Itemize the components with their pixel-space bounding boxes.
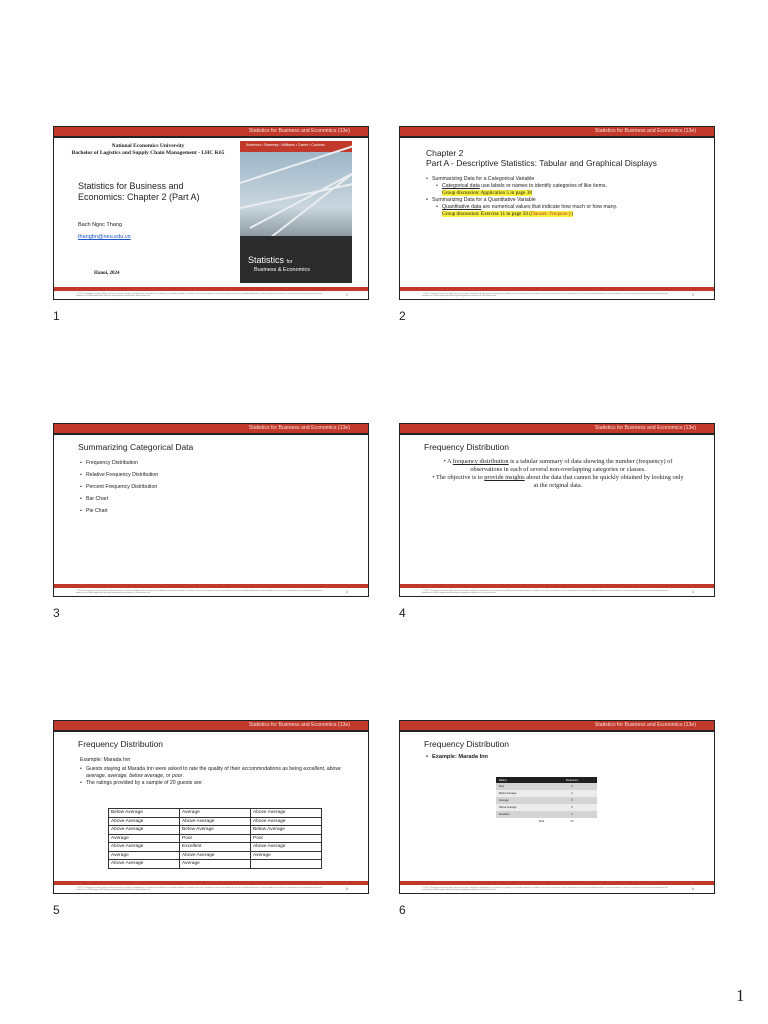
header-text: Statistics for Business and Economics (13e): [248, 722, 350, 728]
definition-paragraph: • A frequency distribution is a tabular summary of data showing the number (frequency) of observations in each of several non-overlapping categories or classes.: [443, 458, 673, 473]
rating-cell: Average: [251, 851, 322, 860]
rating-cell: Below Average: [180, 826, 251, 835]
cover-subtitle: Business & Economics: [254, 267, 310, 273]
rating-cell: Poor: [496, 783, 547, 790]
objective-paragraph: • The objective is to provide insights about the data that cannot be quickly obtained by looking only at the original data.: [432, 474, 684, 489]
copyright-text: © 2017 Cengage Learning. May not be scanned, copied or duplicated, or posted to a publicly accessible website, in whole or in part, except for use as permitted in a license distributed with a certain product or service or otherwise on a password-protected website or school-approved learning management system for classroom use.: [422, 589, 668, 595]
rating-cell: Average: [109, 834, 180, 843]
header-text: Statistics for Business and Economics (13e): [594, 722, 696, 728]
rating-cell: Above Average: [251, 843, 322, 852]
topic-list: [80, 457, 340, 517]
topic-item: • Relative Frequency Distribution: [80, 469, 340, 481]
table-row: [496, 783, 597, 790]
bullet-quantitative-def: • Quantitative data are numerical values that indicate how much or how many.: [426, 204, 706, 211]
rating-cell: Below Average: [251, 826, 322, 835]
program-name: Bachelor of Logistics and Supply Chain Management - LHC K65: [71, 150, 225, 156]
slide-label-4: 4: [399, 606, 406, 620]
table-row: [109, 834, 322, 843]
table-row: [496, 804, 597, 811]
example-label: Example: Marada Inn: [80, 757, 131, 763]
column-header: Rating: [496, 777, 547, 783]
header-text: Statistics for Business and Economics (13e): [248, 128, 350, 134]
bullet-categorical-def: • Categorical data use labels or names to identify categories of like items.: [426, 183, 706, 190]
slide-header-bar: [400, 127, 714, 138]
rating-cell: Above Average: [109, 843, 180, 852]
topic-item: • Frequency Distribution: [80, 457, 340, 469]
total-row: [496, 818, 597, 825]
slide-5: [53, 720, 369, 894]
rating-cell: Average: [180, 809, 251, 818]
table-row: [109, 860, 322, 869]
date-place: Hanoi, 2024: [94, 271, 120, 276]
slide-number: 4: [692, 590, 694, 594]
cover-for: for: [286, 259, 293, 265]
topic-item: • Pie Chart: [80, 505, 340, 517]
topic-item: • Bar Chart: [80, 493, 340, 505]
rating-cell: Above Average: [251, 809, 322, 818]
frequency-cell: 9: [547, 804, 597, 811]
slide-subtitle: Part A - Descriptive Statistics: Tabular and Graphical Displays: [426, 158, 657, 168]
rating-cell: Above Average: [109, 826, 180, 835]
frequency-cell: 3: [547, 790, 597, 797]
copyright-text: © 2017 Cengage Learning. May not be scanned, copied or duplicated, or posted to a publicly accessible website, in whole or in part, except for use as permitted in a license distributed with a certain product or service or otherwise on a password-protected website or school-approved learning management system for classroom use.: [422, 886, 668, 892]
slide-footer: [54, 287, 368, 299]
ratings-table: [108, 808, 322, 869]
rating-cell: Above Average: [251, 817, 322, 826]
rating-cell: Below Average: [109, 809, 180, 818]
rating-cell: Above Average: [180, 817, 251, 826]
rating-cell: Above Average: [180, 851, 251, 860]
group-discussion-1: Group discussion: Application 5 in page 38: [442, 190, 532, 196]
rating-cell: Average: [496, 797, 547, 804]
copyright-text: © 2017 Cengage Learning. May not be scanned, copied or duplicated, or posted to a publicly accessible website, in whole or in part, except for use as permitted in a license distributed with a certain product or service or otherwise on a password-protected website or school-approved learning management system for classroom use.: [76, 886, 322, 892]
cover-authors: Anderson • Sweeney • Williams • Camm • Cochran: [246, 143, 325, 147]
frequency-cell: 1: [547, 811, 597, 818]
slide-number: 3: [346, 590, 348, 594]
university-name: National Economics University: [111, 143, 185, 149]
slide-footer: [400, 584, 714, 596]
copyright-text: © 2017 Cengage Learning. May not be scanned, copied or duplicated, or posted to a publicly accessible website, in whole or in part, except for use as permitted in a license distributed with a certain product or service or otherwise on a password-protected website or school-approved learning management system for classroom use.: [422, 292, 668, 298]
slide-number: 1: [346, 293, 348, 297]
header-text: Statistics for Business and Economics (13e): [248, 425, 350, 431]
topic-item: • Percent Frequency Distribution: [80, 481, 340, 493]
slide-header-bar: [54, 127, 368, 138]
rating-cell: Excellent: [496, 811, 547, 818]
rating-cell: Above Average: [496, 804, 547, 811]
bullet-quantitative: • Summarizing Data for a Quantitative Variable: [426, 197, 706, 204]
sample-description: • The ratings provided by a sample of 20 guests are:: [80, 780, 350, 787]
slide-title: Summarizing Categorical Data: [78, 442, 194, 452]
slide-title: Frequency Distribution: [424, 442, 510, 452]
rating-cell: Above Average: [109, 817, 180, 826]
group-discussion-2: Group discussion: Exercise 11 in page 50 (Dataset: Frequency): [442, 211, 573, 217]
example-label: • Example: Marada Inn: [426, 754, 626, 761]
copyright-text: © 2017 Cengage Learning. May not be scanned, copied or duplicated, or posted to a publicly accessible website, in whole or in part, except for use as permitted in a license distributed with a certain product or service or otherwise on a password-protected website or school-approved learning management system for classroom use.: [76, 589, 322, 595]
slide-number: 2: [692, 293, 694, 297]
slide-label-2: 2: [399, 309, 406, 323]
slide-number: 6: [692, 887, 694, 891]
slide-4: [399, 423, 715, 597]
rating-cell: Above Average: [109, 860, 180, 869]
total-label: Total: [538, 820, 544, 823]
total-value: 20: [570, 820, 574, 823]
table-row: [496, 790, 597, 797]
slide-header-bar: [54, 721, 368, 732]
header-text: Statistics for Business and Economics (13e): [594, 425, 696, 431]
slide-6: [399, 720, 715, 894]
frequency-cell: 5: [547, 797, 597, 804]
slide-number: 5: [346, 887, 348, 891]
rating-cell: Average: [109, 851, 180, 860]
slide-title: Frequency Distribution: [424, 739, 510, 749]
slide-title: Chapter 2: [426, 148, 464, 158]
slide-header-bar: [400, 721, 714, 732]
table-row: [109, 809, 322, 818]
header-text: Statistics for Business and Economics (13e): [594, 128, 696, 134]
rating-cell: Poor: [251, 834, 322, 843]
rating-cell: Below Average: [496, 790, 547, 797]
table-row: [109, 851, 322, 860]
column-header: Frequency: [547, 777, 597, 783]
page-number: 1: [736, 986, 745, 1005]
slide-label-6: 6: [399, 903, 406, 917]
cover-title: Statistics: [248, 255, 285, 265]
slide-3: [53, 423, 369, 597]
slide-label-1: 1: [53, 309, 60, 323]
rating-cell: Average: [180, 860, 251, 869]
rating-cell: Poor: [180, 834, 251, 843]
copyright-text: © 2017 Cengage Learning. May not be scanned, copied or duplicated, or posted to a publicly accessible website, in whole or in part, except for use as permitted in a license distributed with a certain product or service or otherwise on a password-protected website or school-approved learning management system for classroom use.: [76, 292, 322, 298]
slide-label-3: 3: [53, 606, 60, 620]
rating-cell: Excellent: [180, 843, 251, 852]
slide-2: [399, 126, 715, 300]
bullet-categorical: • Summarizing Data for a Categorical Variable: [426, 176, 706, 183]
slide-footer: [54, 881, 368, 893]
slide-footer: [400, 881, 714, 893]
book-cover: [240, 141, 352, 283]
slide-footer: [54, 584, 368, 596]
cover-photo: [240, 152, 352, 244]
slide-header-bar: [400, 424, 714, 435]
table-row: [109, 843, 322, 852]
slide-header-bar: [54, 424, 368, 435]
table-row: [496, 797, 597, 804]
frequency-table: [496, 777, 597, 825]
slide-1: [53, 126, 369, 300]
frequency-cell: 2: [547, 783, 597, 790]
rating-cell: [251, 860, 322, 869]
author-name: Bach Ngoc Thang: [78, 222, 122, 228]
deck-title: Statistics for Business and Economics: Chapter 2 (Part A): [78, 181, 200, 202]
survey-description: • Guests staying at Marada Inn were asked to rate the quality of their accommodations as being excellent, above average, average, below average, or poor.: [80, 766, 350, 780]
slide-title: Frequency Distribution: [78, 739, 164, 749]
slide-label-5: 5: [53, 903, 60, 917]
slide-footer: [400, 287, 714, 299]
author-email-link[interactable]: thangbn@neu.edu.vn: [78, 234, 131, 240]
table-row: [109, 817, 322, 826]
table-row: [109, 826, 322, 835]
table-row: [496, 811, 597, 818]
